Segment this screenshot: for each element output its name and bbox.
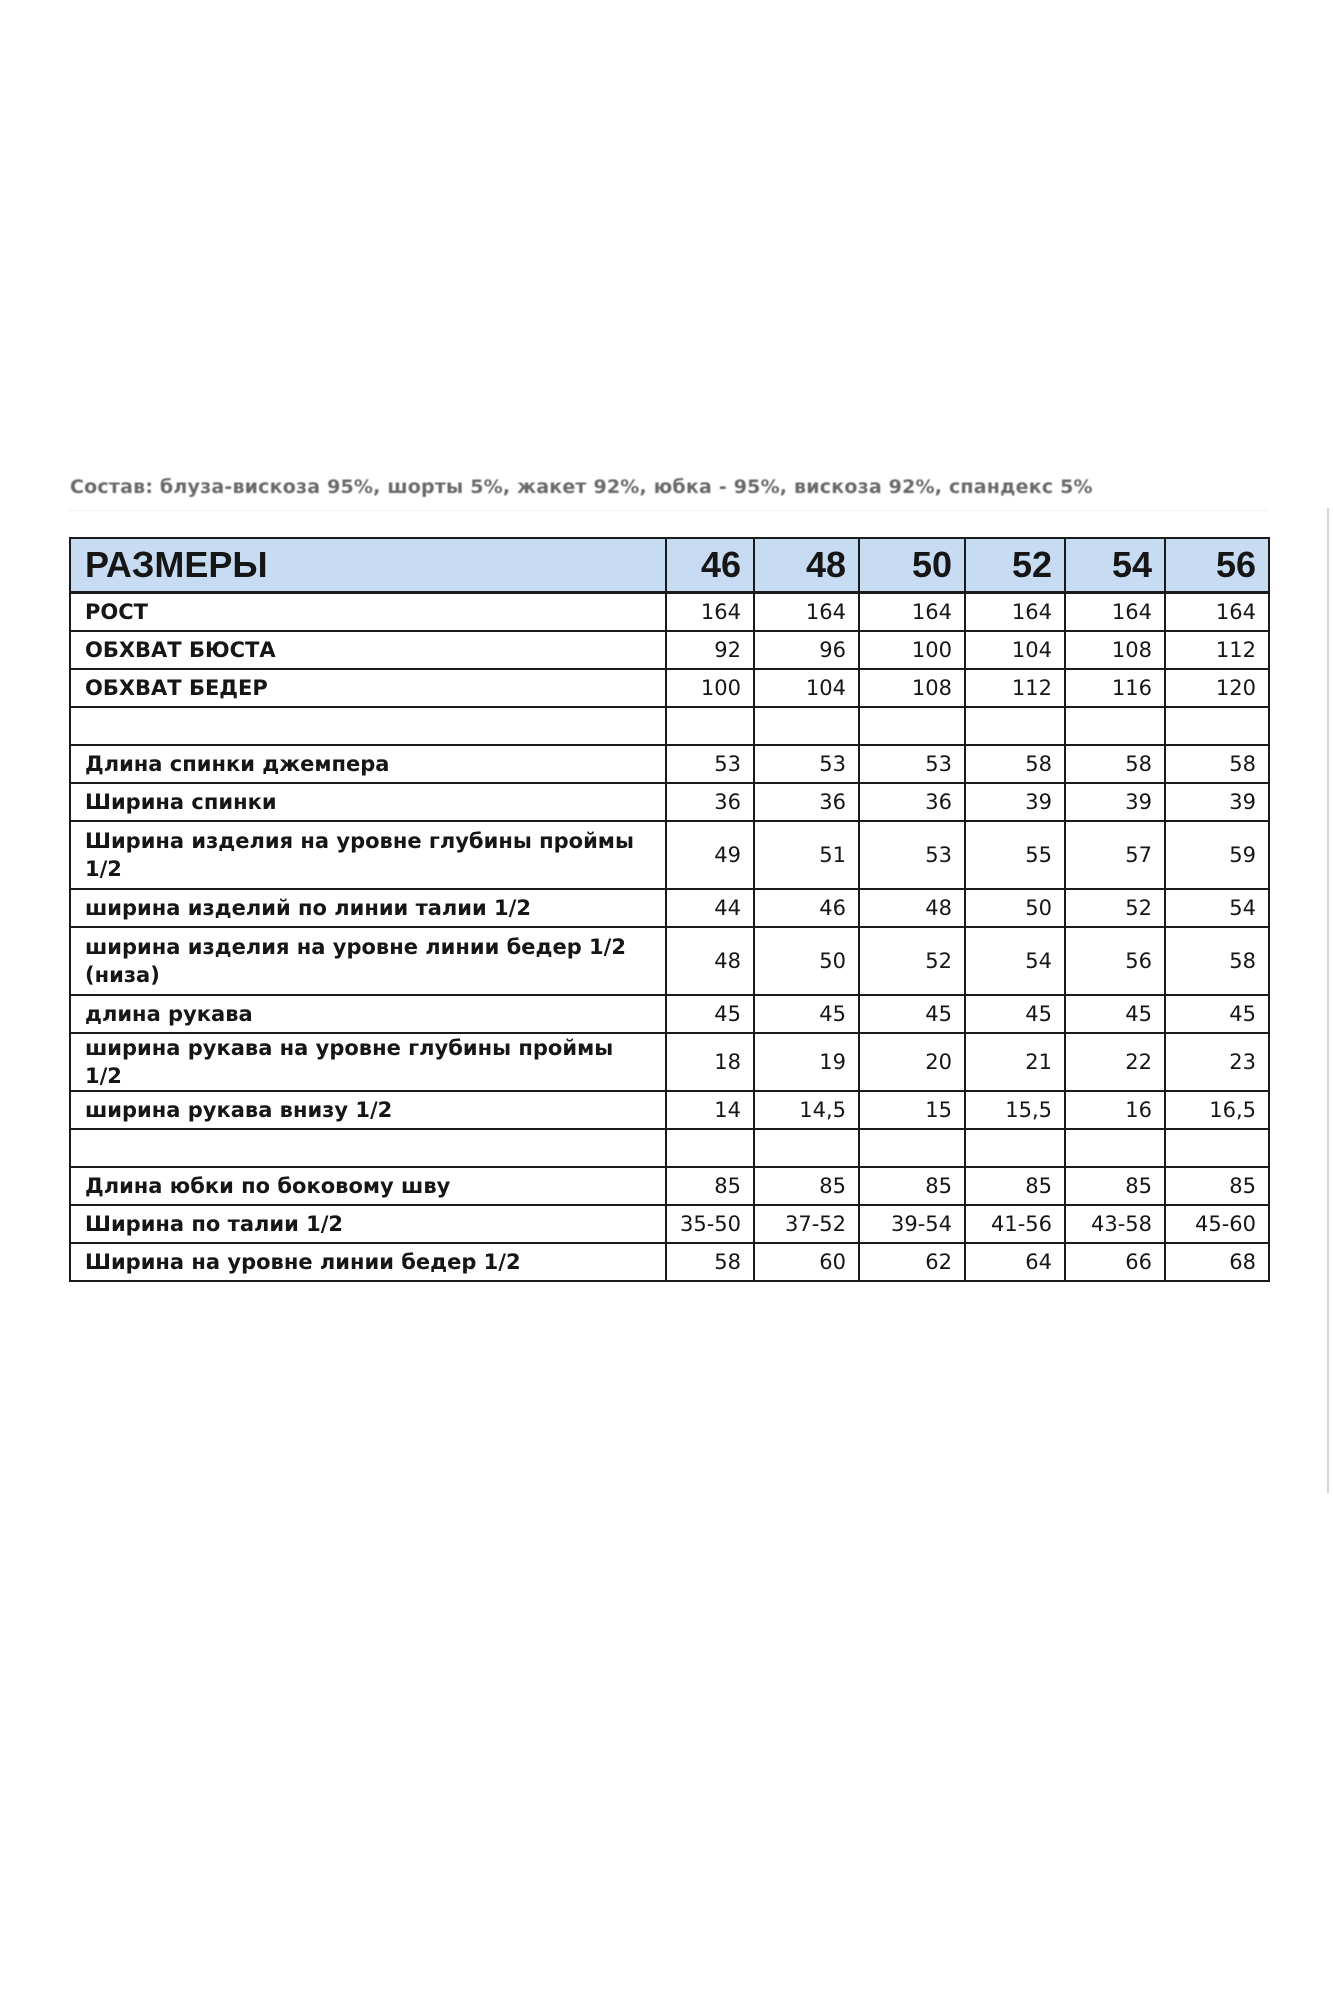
size-value-cell: 39 (1065, 783, 1165, 821)
size-value-cell (965, 1129, 1065, 1167)
size-value-cell: 15,5 (965, 1091, 1065, 1129)
size-value-cell: 164 (965, 593, 1065, 632)
row-label: ОБХВАТ БЕДЕР (70, 669, 666, 707)
size-value-cell: 164 (666, 593, 754, 632)
size-value-cell: 68 (1165, 1243, 1269, 1281)
table-row (70, 889, 1269, 927)
size-header: 56 (1165, 538, 1269, 593)
size-value-cell: 66 (1065, 1243, 1165, 1281)
size-value-cell: 39 (1165, 783, 1269, 821)
table-row (70, 1033, 1269, 1091)
size-header: 48 (754, 538, 859, 593)
size-value-cell: 164 (1165, 593, 1269, 632)
size-value-cell: 43-58 (1065, 1205, 1165, 1243)
table-row (70, 1205, 1269, 1243)
size-value-cell: 44 (666, 889, 754, 927)
size-value-cell: 164 (859, 593, 965, 632)
composition-text: Состав: блуза-вискоза 95%, шорты 5%, жакет 92%, юбка - 95%, вискоза 92%, спандекс 5% (70, 476, 1093, 498)
table-row (70, 821, 1269, 889)
size-value-cell: 23 (1165, 1033, 1269, 1091)
size-value-cell: 64 (965, 1243, 1065, 1281)
size-value-cell: 52 (859, 927, 965, 995)
size-value-cell: 45 (1165, 995, 1269, 1033)
table-row (70, 783, 1269, 821)
size-header: 46 (666, 538, 754, 593)
row-label: длина рукава (70, 995, 666, 1033)
size-value-cell: 36 (859, 783, 965, 821)
size-value-cell: 16 (1065, 1091, 1165, 1129)
size-value-cell: 52 (1065, 889, 1165, 927)
size-value-cell: 85 (754, 1167, 859, 1205)
table-row (70, 669, 1269, 707)
header-row (70, 538, 1269, 593)
size-header: 54 (1065, 538, 1165, 593)
size-value-cell (859, 1129, 965, 1167)
size-value-cell (666, 707, 754, 745)
row-label: Ширина спинки (70, 783, 666, 821)
size-value-cell: 58 (1165, 927, 1269, 995)
row-label (70, 707, 666, 745)
size-value-cell: 164 (754, 593, 859, 632)
size-value-cell: 116 (1065, 669, 1165, 707)
size-value-cell: 51 (754, 821, 859, 889)
row-label: ширина изделия на уровне линии бедер 1/2 (низа) (70, 927, 666, 995)
table-row (70, 1091, 1269, 1129)
size-value-cell: 45 (754, 995, 859, 1033)
row-label: Длина юбки по боковому шву (70, 1167, 666, 1205)
size-value-cell: 36 (754, 783, 859, 821)
size-value-cell: 53 (859, 821, 965, 889)
row-label: Ширина на уровне линии бедер 1/2 (70, 1243, 666, 1281)
size-value-cell: 45 (1065, 995, 1165, 1033)
top-divider (68, 510, 1268, 511)
header-label: РАЗМЕРЫ (70, 538, 666, 593)
size-value-cell: 19 (754, 1033, 859, 1091)
size-value-cell: 60 (754, 1243, 859, 1281)
size-value-cell: 85 (1065, 1167, 1165, 1205)
size-value-cell: 39-54 (859, 1205, 965, 1243)
size-value-cell (1065, 1129, 1165, 1167)
right-edge-divider (1327, 508, 1329, 1493)
table-row (70, 631, 1269, 669)
size-value-cell (754, 707, 859, 745)
size-value-cell: 45 (859, 995, 965, 1033)
size-value-cell: 39 (965, 783, 1065, 821)
size-value-cell: 55 (965, 821, 1065, 889)
size-value-cell: 104 (754, 669, 859, 707)
size-value-cell: 45 (965, 995, 1065, 1033)
size-value-cell: 58 (1165, 745, 1269, 783)
size-value-cell: 85 (965, 1167, 1065, 1205)
size-value-cell: 16,5 (1165, 1091, 1269, 1129)
size-value-cell: 58 (965, 745, 1065, 783)
size-value-cell: 14 (666, 1091, 754, 1129)
table-row (70, 1167, 1269, 1205)
row-label: Длина спинки джемпера (70, 745, 666, 783)
spacer-row (70, 707, 1269, 745)
size-value-cell: 96 (754, 631, 859, 669)
size-value-cell: 45-60 (1165, 1205, 1269, 1243)
size-value-cell: 57 (1065, 821, 1165, 889)
size-value-cell (965, 707, 1065, 745)
size-value-cell: 48 (666, 927, 754, 995)
size-value-cell: 92 (666, 631, 754, 669)
size-value-cell (1165, 1129, 1269, 1167)
size-value-cell: 41-56 (965, 1205, 1065, 1243)
size-value-cell: 37-52 (754, 1205, 859, 1243)
size-value-cell: 108 (859, 669, 965, 707)
size-chart-table (69, 537, 1270, 1282)
table-row (70, 995, 1269, 1033)
size-value-cell (1065, 707, 1165, 745)
row-label: ширина рукава на уровне глубины проймы 1/2 (70, 1033, 666, 1091)
size-value-cell: 59 (1165, 821, 1269, 889)
size-value-cell (1165, 707, 1269, 745)
size-value-cell: 62 (859, 1243, 965, 1281)
size-value-cell: 36 (666, 783, 754, 821)
size-value-cell: 14,5 (754, 1091, 859, 1129)
size-value-cell: 18 (666, 1033, 754, 1091)
size-value-cell: 48 (859, 889, 965, 927)
table-row (70, 593, 1269, 632)
size-value-cell: 100 (859, 631, 965, 669)
size-value-cell (859, 707, 965, 745)
size-value-cell: 58 (1065, 745, 1165, 783)
size-value-cell: 54 (965, 927, 1065, 995)
size-value-cell: 108 (1065, 631, 1165, 669)
table-row (70, 927, 1269, 995)
size-value-cell: 85 (1165, 1167, 1269, 1205)
size-header: 52 (965, 538, 1065, 593)
size-value-cell: 54 (1165, 889, 1269, 927)
size-value-cell: 104 (965, 631, 1065, 669)
size-value-cell: 20 (859, 1033, 965, 1091)
size-value-cell (666, 1129, 754, 1167)
size-value-cell (754, 1129, 859, 1167)
size-value-cell: 112 (1165, 631, 1269, 669)
row-label (70, 1129, 666, 1167)
size-value-cell: 56 (1065, 927, 1165, 995)
size-value-cell: 53 (666, 745, 754, 783)
row-label: ширина изделий по линии талии 1/2 (70, 889, 666, 927)
row-label: Ширина по талии 1/2 (70, 1205, 666, 1243)
size-value-cell: 112 (965, 669, 1065, 707)
row-label: РОСТ (70, 593, 666, 632)
size-value-cell: 53 (754, 745, 859, 783)
size-value-cell: 53 (859, 745, 965, 783)
size-value-cell: 50 (754, 927, 859, 995)
size-value-cell: 49 (666, 821, 754, 889)
size-value-cell: 85 (666, 1167, 754, 1205)
composition-text-clipped (70, 476, 1170, 506)
table-row (70, 745, 1269, 783)
table-body (70, 593, 1269, 1282)
size-value-cell: 85 (859, 1167, 965, 1205)
size-value-cell: 46 (754, 889, 859, 927)
size-value-cell: 15 (859, 1091, 965, 1129)
row-label: ширина рукава внизу 1/2 (70, 1091, 666, 1129)
table-row (70, 1243, 1269, 1281)
spacer-row (70, 1129, 1269, 1167)
size-value-cell: 35-50 (666, 1205, 754, 1243)
size-header: 50 (859, 538, 965, 593)
row-label: ОБХВАТ БЮСТА (70, 631, 666, 669)
row-label: Ширина изделия на уровне глубины проймы 1/2 (70, 821, 666, 889)
size-value-cell: 120 (1165, 669, 1269, 707)
size-value-cell: 50 (965, 889, 1065, 927)
size-value-cell: 22 (1065, 1033, 1165, 1091)
size-value-cell: 45 (666, 995, 754, 1033)
size-value-cell: 58 (666, 1243, 754, 1281)
size-value-cell: 164 (1065, 593, 1165, 632)
size-value-cell: 21 (965, 1033, 1065, 1091)
size-value-cell: 100 (666, 669, 754, 707)
